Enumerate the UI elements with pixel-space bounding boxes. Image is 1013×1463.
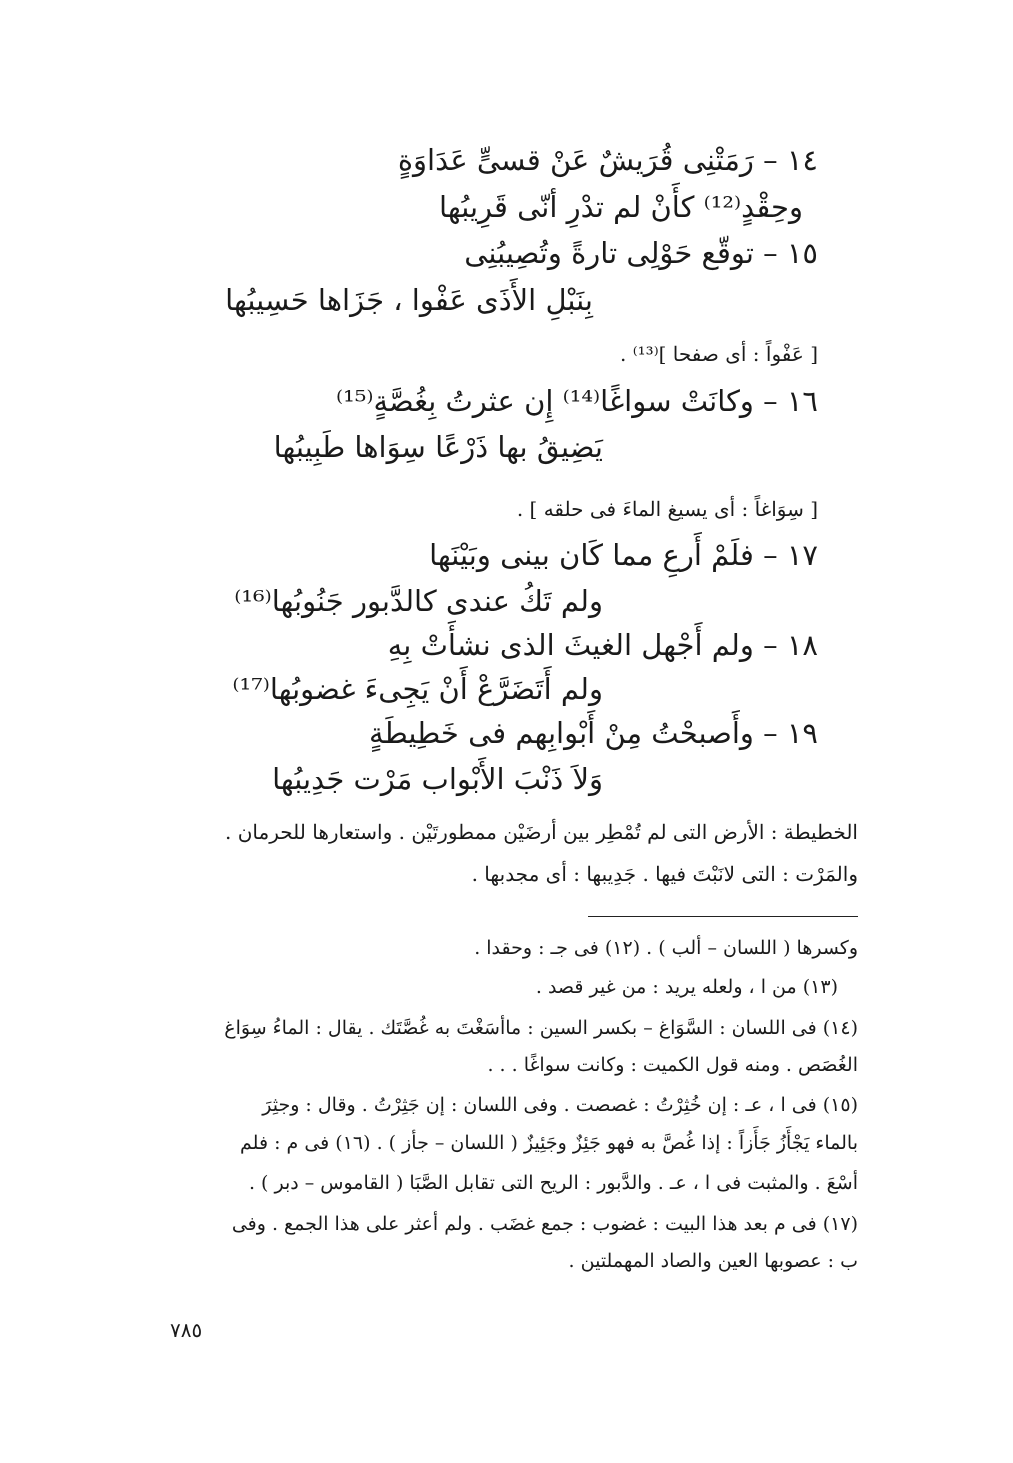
verse-19-line-2: وَلاَ ذَنْبَ الأَبْواب مَرْت جَدِيبُها <box>272 762 603 796</box>
gloss-sawagh: [ سِوَاغاً : أى يسيغ الماءَ فى حلقه ] . <box>516 497 818 521</box>
verse-15-line-1: ١٥ – توقّع حَوْلِى تارةً وتُصِيبُنِى <box>464 236 818 270</box>
footnote-13: (١٣) من ا ، ولعله يريد : من غير قصد . <box>535 976 838 998</box>
verse-19-line-1: ١٩ – وأَصبحْتُ مِنْ أَبْوابِهم فى خَطِيطَةٍ <box>369 716 818 750</box>
verse-16-line-2: يَضِيقُ بها ذَرْعًا سِوَاها طَبِيبُها <box>273 430 603 464</box>
footnote-14-line-2: الغُصَص . ومنه قول الكميت : وكانت سواغًا . . . <box>487 1054 858 1076</box>
footnote-16-line-2: أسْعَ . والمثبت فى ا ، عـ . والدَّبور : الريح التى تقابل الصَّبَا ( القاموس – دبر ) . <box>248 1172 858 1194</box>
verse-17-line-1: ١٧ – فلَمْ أَرعِ مما كَان بينى وبَيْنَها <box>429 538 818 572</box>
verse-18-line-1: ١٨ – ولم أَجْهل الغيثَ الذى نشأَتْ بِهِ <box>387 628 818 662</box>
footnote-14-line-1: (١٤) فى اللسان : السَّوَاغ – بكسر السين : ماأسَغْتَ به غُصَّتَك . يقال : الماءُ سِوَاغ <box>224 1017 858 1039</box>
footnote-15-line-1: (١٥) فى ا ، عـ : إن خُثِرْتُ : غصصت . وفى اللسان : إن جَثِرْتُ . وقال : وجثِرَ <box>262 1094 858 1116</box>
verse-16-line-1: ١٦ – وكانَتْ سواغًا⁽¹⁴⁾ إِن عثرتُ بِغُصَّةٍ⁽¹⁵⁾ <box>336 384 818 418</box>
page-number: ٧٨٥ <box>170 1318 203 1342</box>
verse-14-line-1: ١٤ – رَمَتْنِى قُرَيشٌ عَنْ قسىٍّ عَدَاوَةٍ <box>397 143 818 177</box>
gloss-khatita-line-1: الخطيطة : الأرض التى لم تُمْطِر بين أرضَيْن ممطورتَيْن . واستعارها للحرمان . <box>225 820 858 844</box>
verse-18-line-2: ولم أَتَضَرَّعْ أَنْ يَجِىءَ غضوبُها⁽¹⁷⁾ <box>232 672 603 706</box>
footnote-17-line-1: (١٧) فى م بعد هذا البيت : غضوب : جمع غضَب . ولم أعثر على هذا الجمع . وفى <box>231 1213 858 1235</box>
verse-14-line-2: وحِقْدٍ⁽¹²⁾ كأَنْ لم تدْرِ أنّى قَرِيبُها <box>439 190 803 224</box>
footnote-15-16-line: بالماء يَجْأَزُ جَأَزاً : إذا غُصَّ به فهو جَئِزٌ وجَئِيزٌ ( اللسان – جأز ) . (١٦) فى م : فلم <box>240 1132 858 1154</box>
verse-15-line-2: بِنَبْلِ الأَذَى عَفْوا ، جَزَاها حَسِيبُها <box>225 283 593 317</box>
footnote-line-1: وكسرها ( اللسان – ألب ) . (١٢) فى جـ : وحقدا . <box>474 937 858 959</box>
gloss-khatita-line-2: والمَرْت : التى لانَبْتَ فيها . جَدِيبها : أى مجدبها . <box>471 862 858 886</box>
gloss-afwan: [ عَفْواً : أى صفحا ]⁽¹³⁾ . <box>620 342 818 366</box>
footnote-rule <box>588 916 858 917</box>
verse-17-line-2: ولم تَكُ عندى كالدَّبور جَنُوبُها⁽¹⁶⁾ <box>234 584 603 618</box>
footnote-17-line-2: ب : عصوبها العين والصاد المهملتين . <box>568 1250 858 1272</box>
